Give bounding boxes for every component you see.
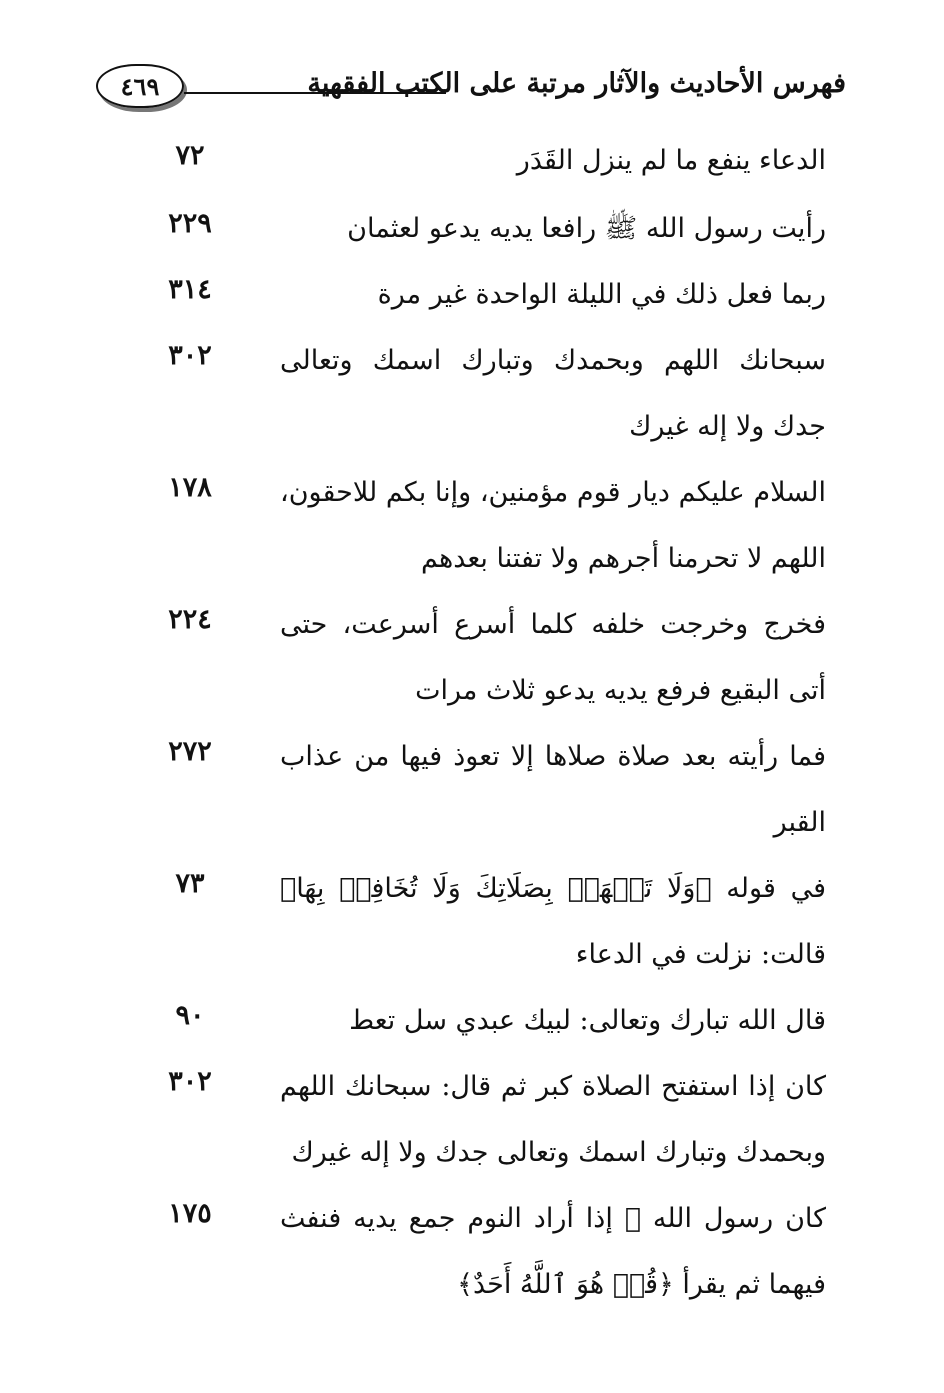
entry-text: كان إذا استفتح الصلاة كبر ثم قال: سبحانك اللهم وبحمدك وتبارك اسمك وتعالى جدك ولا إله غيرك bbox=[280, 1071, 826, 1168]
entry-page-number: ٩٠ bbox=[175, 1000, 205, 1031]
entry-text: في قوله ﴿وَلَا تَجۡهَرۡ بِصَلَاتِكَ وَلَا تُخَافِتۡ بِهَا﴾ قالت: نزلت في الدعاء bbox=[280, 873, 826, 970]
index-entry bbox=[0, 988, 944, 1054]
entry-page-number: ١٧٨ bbox=[168, 472, 212, 503]
entry-page-number: ٢٧٢ bbox=[168, 736, 212, 767]
entry-page-number: ٢٢٤ bbox=[168, 604, 212, 635]
entry-text: الدعاء ينفع ما لم ينزل القَدَر bbox=[516, 145, 826, 176]
page-header bbox=[96, 60, 846, 120]
index-entry bbox=[0, 262, 944, 328]
header-title: فهرس الأحاديث والآثار مرتبة على الكتب الفقهية bbox=[307, 68, 846, 99]
entry-text: ربما فعل ذلك في الليلة الواحدة غير مرة bbox=[377, 279, 826, 310]
entry-text: سبحانك اللهم وبحمدك وتبارك اسمك وتعالى جدك ولا إله غيرك bbox=[280, 345, 826, 442]
entry-page-number: ٣٠٢ bbox=[168, 340, 212, 371]
index-entry bbox=[0, 196, 944, 262]
entry-text: قال الله تبارك وتعالى: لبيك عبدي سل تعط bbox=[349, 1005, 826, 1036]
index-entry bbox=[0, 128, 944, 196]
index-entry bbox=[0, 460, 944, 592]
entry-page-number: ٣٠٢ bbox=[168, 1066, 212, 1097]
entry-text: فما رأيته بعد صلاة صلاها إلا تعوذ فيها من عذاب القبر bbox=[280, 741, 826, 838]
entry-text: رأيت رسول الله ﷺ رافعا يديه يدعو لعثمان bbox=[347, 213, 826, 244]
entry-page-number: ٢٢٩ bbox=[168, 208, 212, 239]
entry-page-number: ٣١٤ bbox=[168, 274, 212, 305]
page-number-badge: ٤٦٩ bbox=[96, 64, 184, 108]
index-entry bbox=[0, 856, 944, 988]
entry-text: السلام عليكم ديار قوم مؤمنين، وإنا بكم للاحقون، اللهم لا تحرمنا أجرهم ولا تفتنا بعدهم bbox=[280, 477, 826, 574]
entry-page-number: ١٧٥ bbox=[168, 1198, 212, 1229]
index-entry bbox=[0, 1054, 944, 1186]
entry-text: فخرج وخرجت خلفه كلما أسرع أسرعت، حتى أتى البقيع فرفع يديه يدعو ثلاث مرات bbox=[280, 609, 826, 706]
index-entry bbox=[0, 724, 944, 856]
index-entries bbox=[0, 128, 944, 1318]
index-entry bbox=[0, 592, 944, 724]
entry-page-number: ٧٢ bbox=[175, 140, 205, 171]
index-entry bbox=[0, 328, 944, 460]
entry-page-number: ٧٣ bbox=[175, 868, 205, 899]
index-entry bbox=[0, 1186, 944, 1318]
entry-text: كان رسول الله ﷺ إذا أراد النوم جمع يديه فنفث فيهما ثم يقرأ ﴿قُلۡ هُوَ ٱللَّهُ أَحَدٌ﴾ bbox=[280, 1203, 826, 1300]
